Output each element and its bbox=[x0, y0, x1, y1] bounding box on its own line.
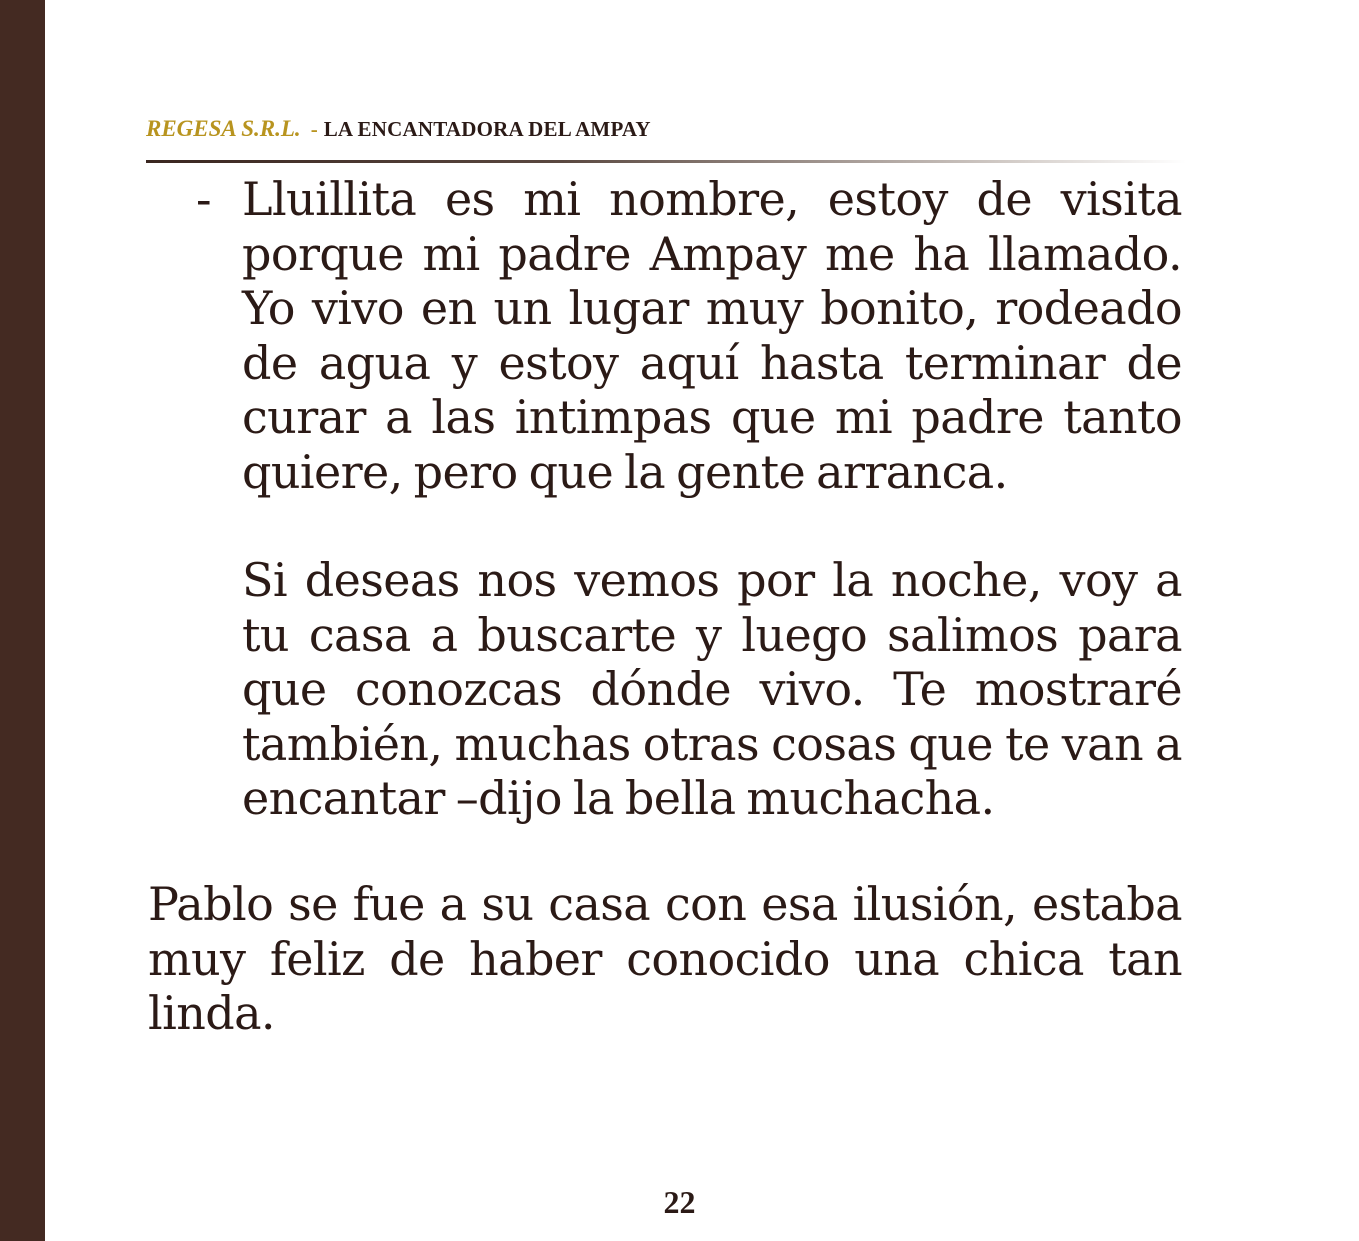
page-number: 22 bbox=[663, 1184, 696, 1220]
header-rule bbox=[146, 160, 1186, 163]
dialogue-paragraph-1: Lluillita es mi nombre, estoy de visita porque mi padre Ampay me ha llamado. Yo vivo en un lugar muy bonito, rodeado de agua y estoy aquí hasta terminar de curar a las intimpas que mi padre tanto quiere, pero que la gente arranca. bbox=[242, 172, 1182, 499]
book-spine bbox=[0, 0, 45, 1241]
dialogue-block bbox=[196, 172, 1182, 826]
book-title: LA ENCANTADORA DEL AMPAY bbox=[323, 117, 651, 141]
header-separator: - bbox=[310, 117, 318, 141]
running-header bbox=[146, 116, 651, 142]
dialogue-paragraph-2: Si deseas nos vemos por la noche, voy a tu casa a buscarte y luego salimos para que conozcas dónde vivo. Te mostraré también, muchas otras cosas que te van a encantar –dijo la bella muchacha. bbox=[242, 553, 1182, 825]
narration-paragraph: Pablo se fue a su casa con esa ilusión, estaba muy feliz de haber conocido una chica tan linda. bbox=[148, 877, 1182, 1040]
dialogue-dash: - bbox=[196, 172, 212, 226]
publisher-name: REGESA S.R.L. bbox=[146, 116, 301, 141]
